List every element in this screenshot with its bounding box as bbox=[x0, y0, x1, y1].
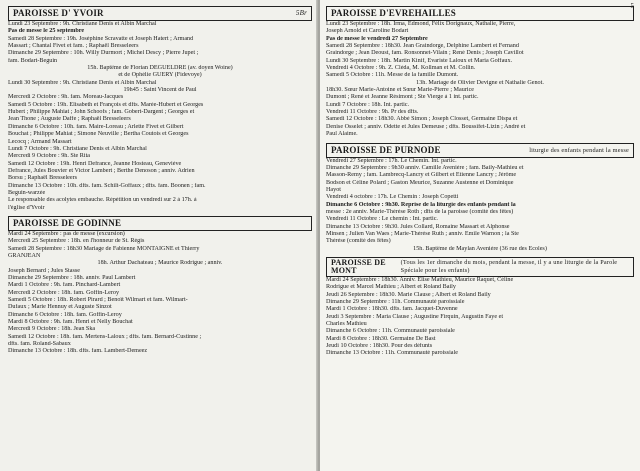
schedule-line: Thérèse (comité des fêtes) bbox=[326, 238, 391, 245]
schedule-line: Lundi 7 Octobre : 18h. Int. partic. bbox=[326, 101, 410, 108]
schedule-line: Mercredi 25 Septembre : 18h. en l'honneur de St. Régis bbox=[8, 238, 145, 245]
schedule-line: Mardi 8 Octobre : 9h. fam. Henri et Nelly Bouchat bbox=[8, 319, 133, 326]
schedule-line: 15h. Baptême de Maylan Avenière (36 rue des Ecoles) bbox=[413, 245, 547, 252]
schedule-line: Samedi 5 Octobre : 11h. Messe de la famille Dumont. bbox=[326, 72, 459, 79]
parish-section bbox=[8, 216, 312, 356]
schedule-line: messe : 2e anniv. Marie-Thérèse Roth ; dfts de la paroisse (comité des fêtes) bbox=[326, 208, 514, 215]
schedule-line: Vendredi 4 Octobre : 9h. Z. Cléda, M. Kollman et M. Collin. bbox=[326, 65, 476, 72]
schedule-line: Lundi 7 Octobre : 9h. Christiane Denis et Albin Marchal bbox=[8, 145, 147, 152]
schedule-line: Joseph Bernard ; Jules Stasse bbox=[8, 267, 80, 274]
parish-section bbox=[326, 257, 634, 358]
parish-note: (Tous les 1er dimanche du mois, pendant la messe, il y a une liturgie de la Parole Spéciale pour les enfants) bbox=[400, 258, 618, 274]
schedule-line: Minsen ; Julien Van Waes ; Marie-Thérèse Ruth ; anniv. Emile Warnon ; la Ste bbox=[326, 230, 519, 237]
schedule-line: Le responsable des acolytes embauche. Répétition un vendredi sur 2 à 17h. à bbox=[8, 197, 197, 204]
schedule-line: dfts. fam. Roland-Sabaux bbox=[8, 341, 71, 348]
schedule-line: Dimanche 13 Octobre : 11h. Communauté paroissiale bbox=[326, 350, 458, 357]
schedule-line: Denise Osselet ; anniv. Odette et Jules Demeuse ; dfts. Boussifet-Lizin ; André et bbox=[326, 123, 526, 130]
schedule-line: Rodrigue et Marcel Mathieu ; Albert et Roland Baily bbox=[326, 284, 456, 291]
schedule-line: Beguin-warzée bbox=[8, 189, 46, 196]
schedule-line: Dufaux ; Marie Hennuy et Auguste Sinzot bbox=[8, 304, 112, 311]
schedule-line: Hubert ; Philippe Mahiat ; John Schoofs ; fam. Gobert-Dargent ; Georges et bbox=[8, 109, 195, 116]
schedule-line: Charles Mathieu bbox=[326, 321, 367, 328]
schedule-line: Dimanche 6 Octobre : 9h30. Reprise de la liturgie des enfants pendant la bbox=[326, 201, 516, 208]
schedule-line: Samedi 12 Octobre : 18h. fam. Mertens-Laloux ; dfts. fam. Bernard-Custinne ; bbox=[8, 333, 202, 340]
schedule-line: Samedi 12 Octobre : 19h. Henri Defrance, Jeanne Hosteau, Geneviève bbox=[8, 160, 182, 167]
schedule-line: Samedi 5 Octobre : 18h. Robert Pirard ; Benoît Wilmart et fam. Wilmart- bbox=[8, 297, 188, 304]
parish-header bbox=[8, 6, 312, 21]
schedule-line: Mercredi 2 Octobre : 18h. fam. Goffin-Leroy bbox=[8, 289, 120, 296]
schedule-line: Joseph Arnold et Caroline Bodart bbox=[326, 28, 409, 35]
page-number: 5 bbox=[630, 2, 634, 10]
schedule-line: Dimanche 13 Octobre : 10h. dfts. fam. Schilt-Goffaux ; dfts. fam. Boonen ; fam. bbox=[8, 182, 206, 189]
schedule-line: Dumont ; René et Jeanne Résimont ; Ste Vierge à 1 int. partic. bbox=[326, 94, 479, 101]
parish-header bbox=[326, 143, 634, 158]
schedule-line: Vendredi 27 Septembre : 17h. Le Chemin. Int. partic. bbox=[326, 157, 457, 164]
schedule-line: Paul Alaime. bbox=[326, 131, 358, 138]
schedule-line: Graindorge ; Jean Deoust, fam. Ronsonnet-Vilain ; René Denis ; Joseph Cavillot bbox=[326, 50, 524, 57]
schedule-line: Jeudi 10 Octobre : 18h30. Pour des défunts bbox=[326, 343, 433, 350]
parish-title: PAROISSE D'EVREHAILLES bbox=[331, 8, 457, 18]
schedule-line: Dimanche 6 Octobre : 18h. fam. Goffin-Leroy bbox=[8, 311, 122, 318]
schedule-line: Mardi 8 Octobre : 18h30. Germaine De Bast bbox=[326, 335, 436, 342]
schedule-line: Samedi 28 Septembre : 18h30 Mariage de Fabienne MONTAIGNE et Thierry bbox=[8, 245, 200, 252]
schedule-line: Samedi 12 Octobre : 18h30. Abbé Simon ; Joseph Closset, Germaine Dispa et bbox=[326, 116, 518, 123]
schedule-line: Dimanche 6 Octobre : 10h. fam. Maire-Loreau ; Arlette Fivet et Gilbert bbox=[8, 123, 184, 130]
schedule-line: Mardi 24 Septembre : pas de messe (excursion) bbox=[8, 230, 125, 237]
schedule-line: 13h. Mariage de Olivier Devigne et Nathalie Genot. bbox=[416, 79, 544, 86]
schedule-line: Dimanche 13 Octobre : 18h. dfts. fam. Lambert-Demeez bbox=[8, 348, 148, 355]
parish-header bbox=[8, 216, 312, 231]
schedule-line: Vendredi 11 Octobre : 9h. Pr des dfts. bbox=[326, 109, 419, 116]
schedule-line: Jeudi 3 Septembre : Maria Clause ; Augustine Firquin, Augustin Faye et bbox=[326, 313, 504, 320]
parish-section bbox=[326, 143, 634, 253]
schedule-line: 18h30. Sœur Marie-Antoine et Sœur Marie-Pierre ; Maurice bbox=[326, 87, 475, 94]
parish-title: PAROISSE DE MONT bbox=[331, 257, 386, 275]
right-page bbox=[320, 0, 640, 471]
schedule-line: Samedi 28 Septembre : 18h30. Jean Graindorge, Delphine Lambert et Fernand bbox=[326, 43, 519, 50]
schedule-line: Mercredi 9 Octobre : 9h. Ste Rita bbox=[8, 153, 91, 160]
schedule-line: 19h45 : Saint Vincent de Paul bbox=[123, 87, 197, 94]
schedule-line: Lundi 30 Septembre : 18h. Martin Kinif, Evariste Laloux et Maria Goffaux. bbox=[326, 57, 513, 64]
schedule-line: Lundi 23 Septembre : 9h. Christiane Denis et Albin Marchal bbox=[8, 21, 157, 27]
schedule-line: 15h. Baptême de Florian DEGUELDRE (av. doyen Woine) bbox=[87, 65, 233, 72]
parish-header bbox=[326, 257, 634, 277]
schedule-line: 18h. Arthur Dachateau ; Maurice Rodrigue ; anniv. bbox=[97, 260, 223, 267]
schedule-line: l'église d'Yvoir bbox=[8, 204, 45, 211]
schedule-line: Dimanche 29 Septembre : 18h. anniv. Paul Lambert bbox=[8, 275, 136, 281]
schedule-line: Mercredi 2 Octobre : 9h. fam. Moreau-Jacques bbox=[8, 94, 124, 101]
schedule-line: Dimanche 29 Septembre : 11h. Communauté paroissiale bbox=[326, 299, 465, 305]
schedule-line: Defrance, Jules Bouvier et Victor Lambert ; Berthe Denoson ; anniv. Adrien bbox=[8, 167, 195, 174]
schedule-line: Dimanche 13 Octobre : 9h30. Jules Collard, Romaine Massart et Alphonse bbox=[326, 223, 510, 230]
parish-title: PAROISSE D' YVOIR bbox=[13, 8, 104, 18]
schedule-line: Lecocq ; Armand Massart bbox=[8, 138, 72, 145]
left-page bbox=[0, 0, 318, 471]
schedule-line: Mardi 1 Octobre : 9h. fam. Pinchard-Lambert bbox=[8, 282, 121, 289]
schedule-line: Dimanche 29 Septembre : 10h. Willy Durmort ; Michel Descy ; Pierre Jupet ; bbox=[8, 50, 199, 57]
schedule-line: Dimanche 29 Septembre : 9h30 anniv. Camille Avenière ; fam. Baily-Mathieu et bbox=[326, 164, 524, 171]
parish-header bbox=[326, 6, 634, 21]
schedule-line: Jeudi 26 Septembre : 18h30. Marie Clause ; Albert et Roland Baily bbox=[326, 291, 491, 298]
parish-section bbox=[326, 6, 634, 139]
schedule-line: Masson-Remy ; fam. Lambrecq-Lancry et Gilbert et Etienne Lancry ; Jérôme bbox=[326, 172, 517, 179]
parish-note: liturgie des enfants pendant la messe bbox=[529, 146, 629, 154]
schedule-line: Mercredi 9 Octobre : 18h. Jean Ska bbox=[8, 326, 96, 333]
schedule-line: Hayot bbox=[326, 186, 342, 193]
schedule-line: et de Ophélie GUERY (Fidevoye) bbox=[118, 72, 202, 79]
schedule-line: Mardi 1 Octobre : 18h30. dfts. fam. Jacquet-Duvenne bbox=[326, 306, 458, 313]
schedule-line: Mardi 24 Septembre : 18h30. Anniv. Elise Mathieu, Maurice Raquet, Céline bbox=[326, 276, 514, 283]
schedule-line: Pas de messe le vendredi 27 Septembre bbox=[326, 35, 428, 42]
schedule-line: GRANJEAN bbox=[8, 252, 41, 259]
schedule-line: Bodson et Céline Polard ; Gaston Meurice, Suzanne Austenne et Dominique bbox=[326, 179, 514, 186]
parish-title: PAROISSE DE GODINNE bbox=[13, 217, 122, 228]
schedule-line: fam. Bodart-Beguin bbox=[8, 57, 58, 64]
schedule-line: Dimanche 6 Octobre : 11h. Communauté paroissiale bbox=[326, 328, 455, 335]
parish-title: PAROISSE DE PURNODE bbox=[331, 144, 441, 155]
schedule-line: Massart ; Chantal Fivet et fam. ; Raphaël Bresseleers bbox=[8, 43, 139, 50]
handwritten-mark: 5Br bbox=[295, 9, 307, 17]
schedule-line: Samedi 28 Septembre : 19h. Joséphine Scravatte et Joseph Hatert ; Armand bbox=[8, 35, 194, 42]
schedule-line: Jean Thone ; Auguste Daffe ; Raphaël Bresseleers bbox=[8, 116, 131, 123]
schedule-line: Pas de messe le 25 septembre bbox=[8, 28, 85, 35]
schedule-line: Bouchat ; Philippe Mahiat ; Simone Neuville ; Bertha Coutois et Georges bbox=[8, 131, 189, 138]
schedule-line: Vendredi 4 octobre : 17h. Le Chemin : Joseph Copetti bbox=[326, 194, 459, 201]
schedule-line: Lundi 30 Septembre : 9h. Christiane Denis et Albin Marchal bbox=[8, 79, 157, 86]
schedule-line: Lundi 23 Septembre : 18h. Irma, Edmond, Félix Dorignaux, Nathalie, Pierre, bbox=[326, 21, 516, 27]
schedule-line: Borsu ; Raphaël Bresseleers bbox=[8, 175, 78, 182]
schedule-line: Vendredi 11 Octobre : Le chemin : Int. partic. bbox=[326, 216, 438, 223]
schedule-line: Samedi 5 Octobre : 19h. Elisabeth et François et dfts. Marée-Hubert et Georges bbox=[8, 101, 204, 108]
parish-section bbox=[8, 6, 312, 212]
